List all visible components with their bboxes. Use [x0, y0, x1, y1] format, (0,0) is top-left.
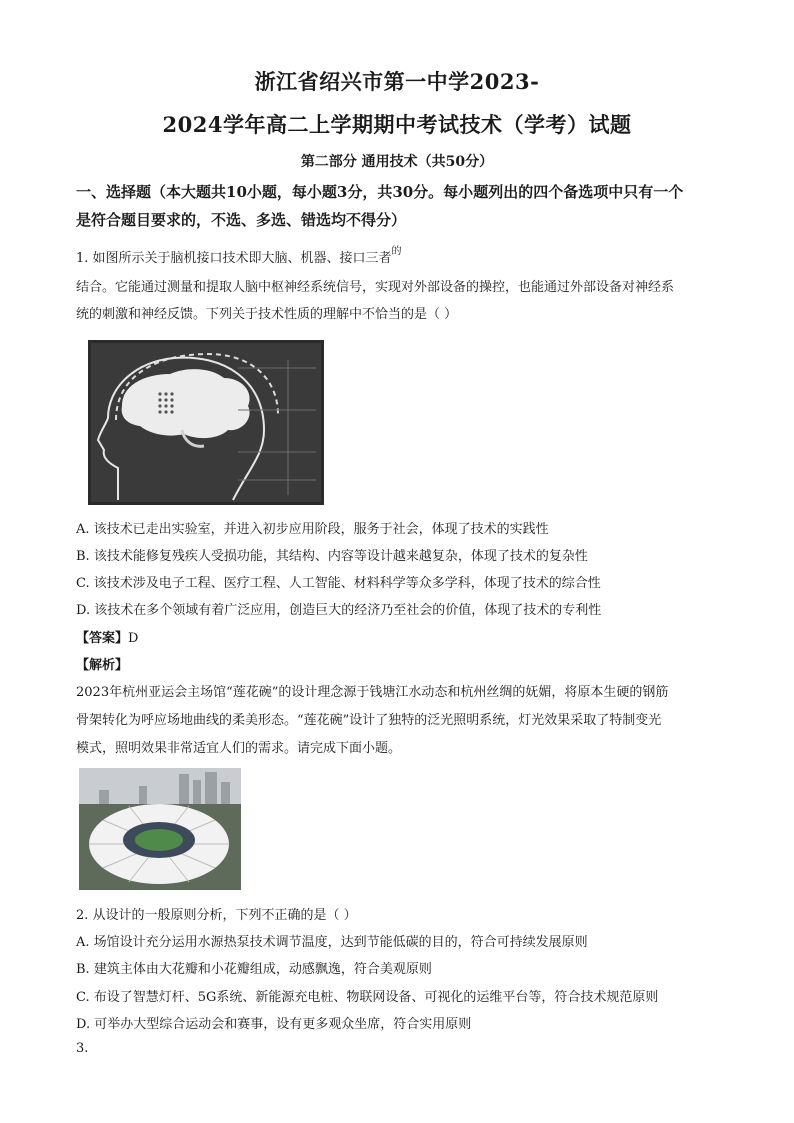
brain-computer-interface-figure	[88, 340, 324, 505]
q1-stem-line2: 结合。它能通过测量和提取人脑中枢神经系统信号，实现对外部设备的操控，也能通过外部设备对神经系	[76, 280, 675, 295]
q2-option-b: B. 建筑主体由大花瓣和小花瓣组成，动感飘逸，符合美观原则	[76, 962, 432, 977]
q2-option-c: C. 布设了智慧灯杆、5G系统、新能源充电桩、物联网设备、可视化的运维平台等，符合技术规范原则	[76, 990, 659, 1005]
q1-option-d: D. 该技术在多个领域有着广泛应用，创造巨大的经济乃至社会的价值，体现了技术的专利性	[76, 603, 602, 618]
q3-number: 3.	[76, 1041, 89, 1056]
passage-line2: 骨架转化为呼应场地曲线的柔美形态。“莲花碗”设计了独特的泛光照明系统，灯光效果采取了特制变光	[76, 713, 662, 728]
analysis-label: 【解析】	[76, 658, 129, 673]
q1-stem-line1	[76, 247, 726, 266]
section-heading-line2: 是符合题目要求的，不选、多选、错选均不得分）	[76, 211, 407, 229]
section-heading	[76, 178, 736, 234]
document-title-line1: 浙江省绍兴市第一中学2023-	[254, 69, 540, 94]
answer-value: D	[128, 631, 139, 646]
section-heading-line1: 一、选择题（本大题共10小题，每小题3分，共30分。每小题列出的四个备选项中只有一个	[76, 183, 684, 201]
q2-option-d: D. 可举办大型综合运动会和赛事，设有更多观众坐席，符合实用原则	[76, 1017, 472, 1032]
q2-stem: 2. 从设计的一般原则分析，下列不正确的是（ ）	[76, 908, 357, 923]
document-title-line2: 2024学年高二上学期期中考试技术（学考）试题	[162, 112, 632, 137]
q1-option-a: A. 该技术已走出实验室，并进入初步应用阶段，服务于社会，体现了技术的实践性	[76, 522, 549, 537]
passage-line3: 模式，照明效果非常适宜人们的需求。请完成下面小题。	[76, 741, 402, 756]
part-subtitle: 第二部分 通用技术（共50分）	[300, 154, 494, 170]
q1-option-b: B. 该技术能修复残疾人受损功能，其结构、内容等设计越来越复杂，体现了技术的复杂性	[76, 549, 588, 564]
passage-line1: 2023年杭州亚运会主场馆“莲花碗”的设计理念源于钱塘江水动态和杭州丝绸的妩媚，将原本生硬的钢筋	[76, 685, 669, 700]
q1-stem-text: 1. 如图所示关于脑机接口技术即大脑、机器、接口三者	[76, 251, 392, 266]
stadium-field	[135, 829, 183, 851]
lotus-stadium-photo	[79, 768, 241, 890]
q1-analysis	[76, 654, 726, 673]
q1-answer	[76, 627, 726, 646]
q1-option-c: C. 该技术涉及电子工程、医疗工程、人工智能、材料科学等众多学科，体现了技术的综合性	[76, 576, 601, 591]
q1-stem-line3: 统的刺激和神经反馈。下列关于技术性质的理解中不恰当的是（ ）	[76, 307, 458, 322]
q2-option-a: A. 场馆设计充分运用水源热泵技术调节温度，达到节能低碳的目的，符合可持续发展原则	[76, 935, 588, 950]
q1-stem-superscript: 的	[391, 246, 402, 257]
answer-label: 【答案】	[76, 631, 129, 646]
